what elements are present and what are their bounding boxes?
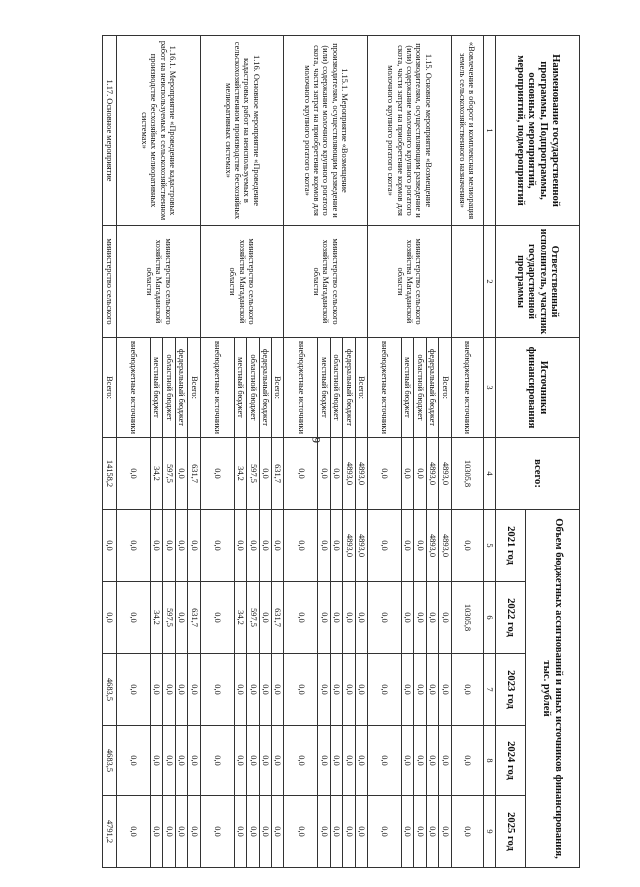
year-value: 0,0: [401, 726, 413, 796]
total-value: 631,7: [188, 438, 200, 510]
header-sources: Источники финансирования: [496, 338, 580, 438]
year-value: 0,0: [355, 796, 367, 868]
table-row: [439, 36, 451, 868]
funding-source: Всего:: [355, 338, 367, 438]
total-value: 597,5: [163, 438, 175, 510]
year-value: 0,0: [451, 654, 483, 726]
year-value: 0,0: [163, 726, 175, 796]
year-value: 0,0: [414, 582, 426, 654]
year-value: 0,0: [355, 726, 367, 796]
year-value: 0,0: [284, 582, 318, 654]
funding-source: Всего:: [439, 338, 451, 438]
page-number: 9: [309, 437, 324, 443]
funding-source: федеральный бюджет: [259, 338, 271, 438]
year-value: 0,0: [117, 796, 151, 868]
year-value: 0,0: [271, 726, 283, 796]
column-number: 7: [483, 654, 495, 726]
total-value: 0,0: [284, 438, 318, 510]
measure-name: 1.17. Основное мероприятие: [103, 36, 117, 226]
column-number: 4: [483, 438, 495, 510]
year-value: 0,0: [330, 654, 342, 726]
header-year: 2021 год: [496, 510, 526, 582]
year-value: 0,0: [367, 726, 401, 796]
year-value: 0,0: [117, 582, 151, 654]
funding-source: местный бюджет: [401, 338, 413, 438]
total-value: 631,7: [271, 438, 283, 510]
year-value: 0,0: [259, 796, 271, 868]
total-value: 0,0: [401, 438, 413, 510]
funding-source: Всего:: [188, 338, 200, 438]
year-value: 631,7: [271, 582, 283, 654]
year-value: 4683,5: [103, 726, 117, 796]
column-number: 2: [483, 226, 495, 338]
funding-source: местный бюджет: [318, 338, 330, 438]
year-value: 0,0: [163, 796, 175, 868]
funding-source: федеральный бюджет: [175, 338, 187, 438]
year-value: 597,5: [247, 582, 259, 654]
measure-name: 1.16.1. Мероприятие «Проведение кадастровых работ на неиспользуемых в сельскохозяйственном производстве бесхозяйных мелиоративных системах»: [117, 36, 201, 226]
total-value: 0,0: [117, 438, 151, 510]
year-value: 0,0: [426, 796, 438, 868]
year-value: 0,0: [401, 510, 413, 582]
year-value: 0,0: [271, 654, 283, 726]
year-value: 0,0: [401, 654, 413, 726]
year-value: 0,0: [318, 726, 330, 796]
year-value: 0,0: [247, 654, 259, 726]
year-value: 34,2: [151, 582, 163, 654]
year-value: 0,0: [401, 582, 413, 654]
year-value: 0,0: [175, 796, 187, 868]
year-value: 0,0: [426, 726, 438, 796]
year-value: 0,0: [439, 582, 451, 654]
funding-source: внебюджетные источники: [367, 338, 401, 438]
table-body: [103, 36, 484, 868]
year-value: 0,0: [318, 654, 330, 726]
year-value: 0,0: [343, 654, 355, 726]
year-value: 4893,0: [439, 510, 451, 582]
column-number: 8: [483, 726, 495, 796]
year-value: 0,0: [117, 510, 151, 582]
year-value: 0,0: [367, 796, 401, 868]
year-value: 0,0: [414, 726, 426, 796]
year-value: 0,0: [414, 510, 426, 582]
header-year: 2025 год: [496, 796, 526, 868]
year-value: 0,0: [234, 654, 246, 726]
year-value: 4683,5: [103, 654, 117, 726]
year-value: 0,0: [200, 654, 234, 726]
year-value: 0,0: [343, 796, 355, 868]
year-value: 4893,0: [426, 510, 438, 582]
measure-name: 1.16. Основное мероприятие «Проведение кадастровых работ на неиспользуемых в сельскохозяйственном производстве бесхозяйных мелиоративных системах»: [200, 36, 284, 226]
year-value: 0,0: [259, 726, 271, 796]
funding-source: Всего:: [103, 338, 117, 438]
column-number: 3: [483, 338, 495, 438]
total-value: 0,0: [330, 438, 342, 510]
year-value: 0,0: [343, 726, 355, 796]
year-value: 0,0: [426, 654, 438, 726]
year-value: 4893,0: [355, 510, 367, 582]
year-value: 0,0: [271, 510, 283, 582]
header-total: всего:: [496, 438, 580, 510]
responsible-executor: министерство сельского хозяйства Магаданской области: [284, 226, 368, 338]
year-value: 0,0: [175, 654, 187, 726]
year-value: 0,0: [188, 654, 200, 726]
year-value: 0,0: [426, 582, 438, 654]
responsible-executor: [451, 226, 483, 338]
year-value: 0,0: [439, 654, 451, 726]
year-value: 0,0: [117, 726, 151, 796]
total-value: 10305,8: [451, 438, 483, 510]
year-value: 10305,8: [451, 582, 483, 654]
year-value: 0,0: [367, 510, 401, 582]
year-value: 0,0: [284, 726, 318, 796]
funding-source: областной бюджет: [330, 338, 342, 438]
column-number: 9: [483, 796, 495, 868]
year-value: 0,0: [318, 510, 330, 582]
total-value: 34,2: [151, 438, 163, 510]
total-value: 0,0: [318, 438, 330, 510]
year-value: 0,0: [188, 796, 200, 868]
funding-source: областной бюджет: [247, 338, 259, 438]
funding-source: областной бюджет: [163, 338, 175, 438]
year-value: 0,0: [330, 510, 342, 582]
year-value: 597,5: [163, 582, 175, 654]
year-value: 0,0: [284, 510, 318, 582]
year-value: 0,0: [200, 582, 234, 654]
rotated-page: [68, 35, 580, 867]
year-value: 0,0: [151, 796, 163, 868]
table-row: [451, 36, 483, 868]
header-year: 2022 год: [496, 582, 526, 654]
responsible-executor: министерство сельского хозяйства Магаданской области: [117, 226, 201, 338]
funding-source: внебюджетные источники: [117, 338, 151, 438]
year-value: 0,0: [200, 796, 234, 868]
year-value: 0,0: [271, 796, 283, 868]
column-number: 1: [483, 36, 495, 226]
table-row: [355, 36, 367, 868]
year-value: 0,0: [330, 796, 342, 868]
year-value: 0,0: [401, 796, 413, 868]
year-value: 0,0: [259, 654, 271, 726]
header-executor: Ответственный исполнитель, участник государственной программы: [496, 226, 580, 338]
funding-source: местный бюджет: [151, 338, 163, 438]
header-year: 2023 год: [496, 654, 526, 726]
year-value: 0,0: [163, 654, 175, 726]
table-row: [271, 36, 283, 868]
year-value: 0,0: [200, 510, 234, 582]
year-value: 0,0: [175, 510, 187, 582]
year-value: 0,0: [247, 796, 259, 868]
total-value: 0,0: [414, 438, 426, 510]
measure-name: «Вовлечение в оборот и комплексная мелиорация земель сельскохозяйственного назначения»: [451, 36, 483, 226]
year-value: 0,0: [439, 796, 451, 868]
responsible-executor: министерство сельского: [103, 226, 117, 338]
year-value: 0,0: [355, 582, 367, 654]
year-value: 0,0: [367, 654, 401, 726]
year-value: 0,0: [259, 510, 271, 582]
year-value: 0,0: [247, 510, 259, 582]
year-value: 0,0: [234, 510, 246, 582]
measure-name: 1.15.1. Мероприятие «Возмещение производителям, осуществляющим разведение и (или) содержание молочного крупного рогатого скота, части затрат на приобретение кормов для молочного крупного рогатого скота»: [284, 36, 368, 226]
year-value: 0,0: [234, 726, 246, 796]
year-value: 0,0: [284, 796, 318, 868]
year-value: 0,0: [284, 654, 318, 726]
year-value: 0,0: [451, 726, 483, 796]
year-value: 0,0: [318, 582, 330, 654]
total-value: 597,5: [247, 438, 259, 510]
year-value: 0,0: [103, 582, 117, 654]
year-value: 0,0: [330, 726, 342, 796]
header-name: Наименование государственной программы, Подпрограммы, основных мероприятий, мероприятий, подмероприятий: [496, 36, 580, 226]
header-volume: Объем бюджетных ассигнований и иных источников финансирования, тыс. рублей: [526, 510, 580, 868]
year-value: 0,0: [163, 510, 175, 582]
funding-source: внебюджетные источники: [200, 338, 234, 438]
responsible-executor: министерство сельского хозяйства Магаданской области: [367, 226, 451, 338]
year-value: 0,0: [451, 796, 483, 868]
year-value: 0,0: [330, 582, 342, 654]
year-value: 0,0: [151, 654, 163, 726]
year-value: 0,0: [188, 510, 200, 582]
year-value: 0,0: [414, 796, 426, 868]
table-row: [188, 36, 200, 868]
year-value: 34,2: [234, 582, 246, 654]
year-value: 0,0: [367, 582, 401, 654]
total-value: 14158,2: [103, 438, 117, 510]
total-value: 4893,0: [343, 438, 355, 510]
total-value: 4893,0: [426, 438, 438, 510]
year-value: 4893,0: [343, 510, 355, 582]
year-value: 0,0: [234, 796, 246, 868]
year-value: 0,0: [103, 510, 117, 582]
table-row: [103, 36, 117, 868]
year-value: 4791,2: [103, 796, 117, 868]
year-value: 0,0: [188, 726, 200, 796]
funding-source: Всего:: [271, 338, 283, 438]
year-value: 0,0: [414, 654, 426, 726]
total-value: 4893,0: [355, 438, 367, 510]
total-value: 4893,0: [439, 438, 451, 510]
funding-source: внебюджетные источники: [284, 338, 318, 438]
total-value: 0,0: [200, 438, 234, 510]
year-value: 0,0: [117, 654, 151, 726]
measure-name: 1.15. Основное мероприятие «Возмещение производителям, осуществляющим разведение и (или) содержание молочного крупного рогатого скота, части затрат на приобретение кормов для молочного крупного рогатого скота»: [367, 36, 451, 226]
funding-source: местный бюджет: [234, 338, 246, 438]
funding-source: областной бюджет: [414, 338, 426, 438]
year-value: 0,0: [318, 796, 330, 868]
responsible-executor: министерство сельского хозяйства Магаданской области: [200, 226, 284, 338]
year-value: 0,0: [200, 726, 234, 796]
year-value: 631,7: [188, 582, 200, 654]
year-value: 0,0: [439, 726, 451, 796]
total-value: 0,0: [175, 438, 187, 510]
funding-source: внебюджетные источники: [451, 338, 483, 438]
year-value: 0,0: [175, 582, 187, 654]
column-number: 6: [483, 582, 495, 654]
header-year: 2024 год: [496, 726, 526, 796]
year-value: 0,0: [451, 510, 483, 582]
year-value: 0,0: [259, 582, 271, 654]
year-value: 0,0: [175, 726, 187, 796]
total-value: 0,0: [367, 438, 401, 510]
total-value: 34,2: [234, 438, 246, 510]
funding-source: федеральный бюджет: [426, 338, 438, 438]
year-value: 0,0: [151, 510, 163, 582]
year-value: 0,0: [247, 726, 259, 796]
financing-table: [102, 35, 580, 868]
year-value: 0,0: [151, 726, 163, 796]
year-value: 0,0: [343, 582, 355, 654]
year-value: 0,0: [355, 654, 367, 726]
column-number: 5: [483, 510, 495, 582]
funding-source: федеральный бюджет: [343, 338, 355, 438]
total-value: 0,0: [259, 438, 271, 510]
